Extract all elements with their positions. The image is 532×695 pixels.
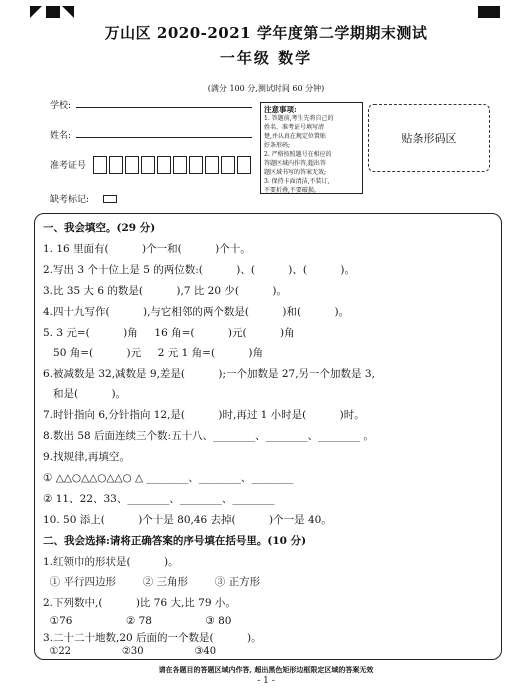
choice-3-options: ①22 ②30 ③40: [43, 646, 217, 657]
notice-line: 不要折叠,不要破损。: [264, 187, 320, 194]
question-5a: 5. 3 元=( )角 16 角=( )元( )角: [43, 327, 295, 339]
notice-line: 1. 答题前,考生先将自己的: [264, 115, 334, 122]
page-number: - 1 -: [257, 676, 275, 686]
question-5b: 50 角=( )元 2 元 1 角=( )角: [43, 347, 264, 359]
name-label: 姓名:: [50, 131, 72, 141]
question-3: 3.比 35 大 6 的数是( ),7 比 20 少( )。: [43, 285, 287, 297]
school-label: 学校:: [50, 101, 72, 111]
question-7: 7.时针指向 6,分针指向 12,是( )时,再过 1 小时是( )时。: [43, 409, 365, 421]
school-field[interactable]: [76, 107, 252, 108]
question-6b: 和是( )。: [43, 388, 127, 400]
choice-2: 2.下列数中,( )比 76 大,比 79 小。: [43, 597, 236, 609]
choice-1: 1.红领巾的形状是( )。: [43, 556, 179, 568]
score-info: (满分 100 分,测试时间 60 分钟): [207, 84, 325, 93]
exam-title: 万山区 2020-2021 学年度第二学期期末测试: [104, 24, 428, 42]
absent-label: 缺考标记:: [50, 195, 90, 205]
name-field[interactable]: [76, 137, 252, 138]
exam-subtitle: 一年级 数学: [219, 49, 313, 67]
registration-mark: [30, 6, 42, 18]
exam-no-label: 准考证号: [50, 161, 87, 171]
question-9b: ② 11、22、33、________、________、________: [43, 493, 275, 505]
question-6a: 6.被减数是 32,减数是 9,差是( );一个加数是 27,另一个加数是 3,: [43, 368, 375, 380]
notice-line: 好条形码;: [264, 142, 291, 149]
question-9: 9.找规律,再填空。: [43, 451, 130, 463]
registration-mark: [62, 6, 74, 18]
section-2-title: 二、我会选择:请将正确答案的序号填在括号里。(10 分): [43, 535, 307, 547]
notice-line: 2. 严格按照题号在相应的: [264, 151, 332, 158]
question-1: 1. 16 里面有( )个一和( )个十。: [43, 243, 251, 255]
question-2: 2.写出 3 个十位上是 5 的两位数:( )、( )、( )。: [43, 264, 355, 276]
notice-line: 题区域书写的答案无效;: [264, 169, 327, 176]
question-9a: ① △△○△△○△△○ △ ________、________、________: [43, 472, 294, 484]
notice-box: [260, 102, 363, 194]
notice-line: 答题区域内作答,超出答: [264, 160, 326, 167]
footer-note: 请在各题目的答题区域内作答, 超出黑色矩形边框限定区域的答案无效: [158, 665, 374, 674]
notice-line: 楚,并认真在规定位置贴: [264, 133, 326, 140]
question-4: 4.四十九写作( ),与它相邻的两个数是( )和( )。: [43, 306, 350, 318]
notice-title: 注意事项:: [264, 105, 297, 114]
choice-3: 3.二十二十地数,20 后面的一个数是( )。: [43, 632, 262, 644]
barcode-label: 贴条形码区: [401, 132, 457, 145]
absent-checkbox[interactable]: [103, 195, 117, 203]
choice-2-options: ①76 ② 78 ③ 80: [43, 615, 232, 627]
barcode-area: [368, 104, 490, 172]
question-8: 8.数出 58 后面连续三个数:五十八、________、________、________ 。: [43, 430, 374, 442]
section-1-title: 一、我会填空。(29 分): [43, 222, 156, 234]
registration-mark: [46, 6, 60, 18]
choice-1-options: ① 平行四边形 ② 三角形 ③ 正方形: [43, 576, 261, 588]
notice-line: 姓名、准考证号填写清: [264, 124, 325, 131]
notice-line: 3. 保持卡面清洁,不装订,: [264, 178, 330, 185]
registration-mark: [478, 6, 500, 18]
question-10: 10. 50 添上( )个十是 80,46 去掉( )个一是 40。: [43, 514, 332, 526]
